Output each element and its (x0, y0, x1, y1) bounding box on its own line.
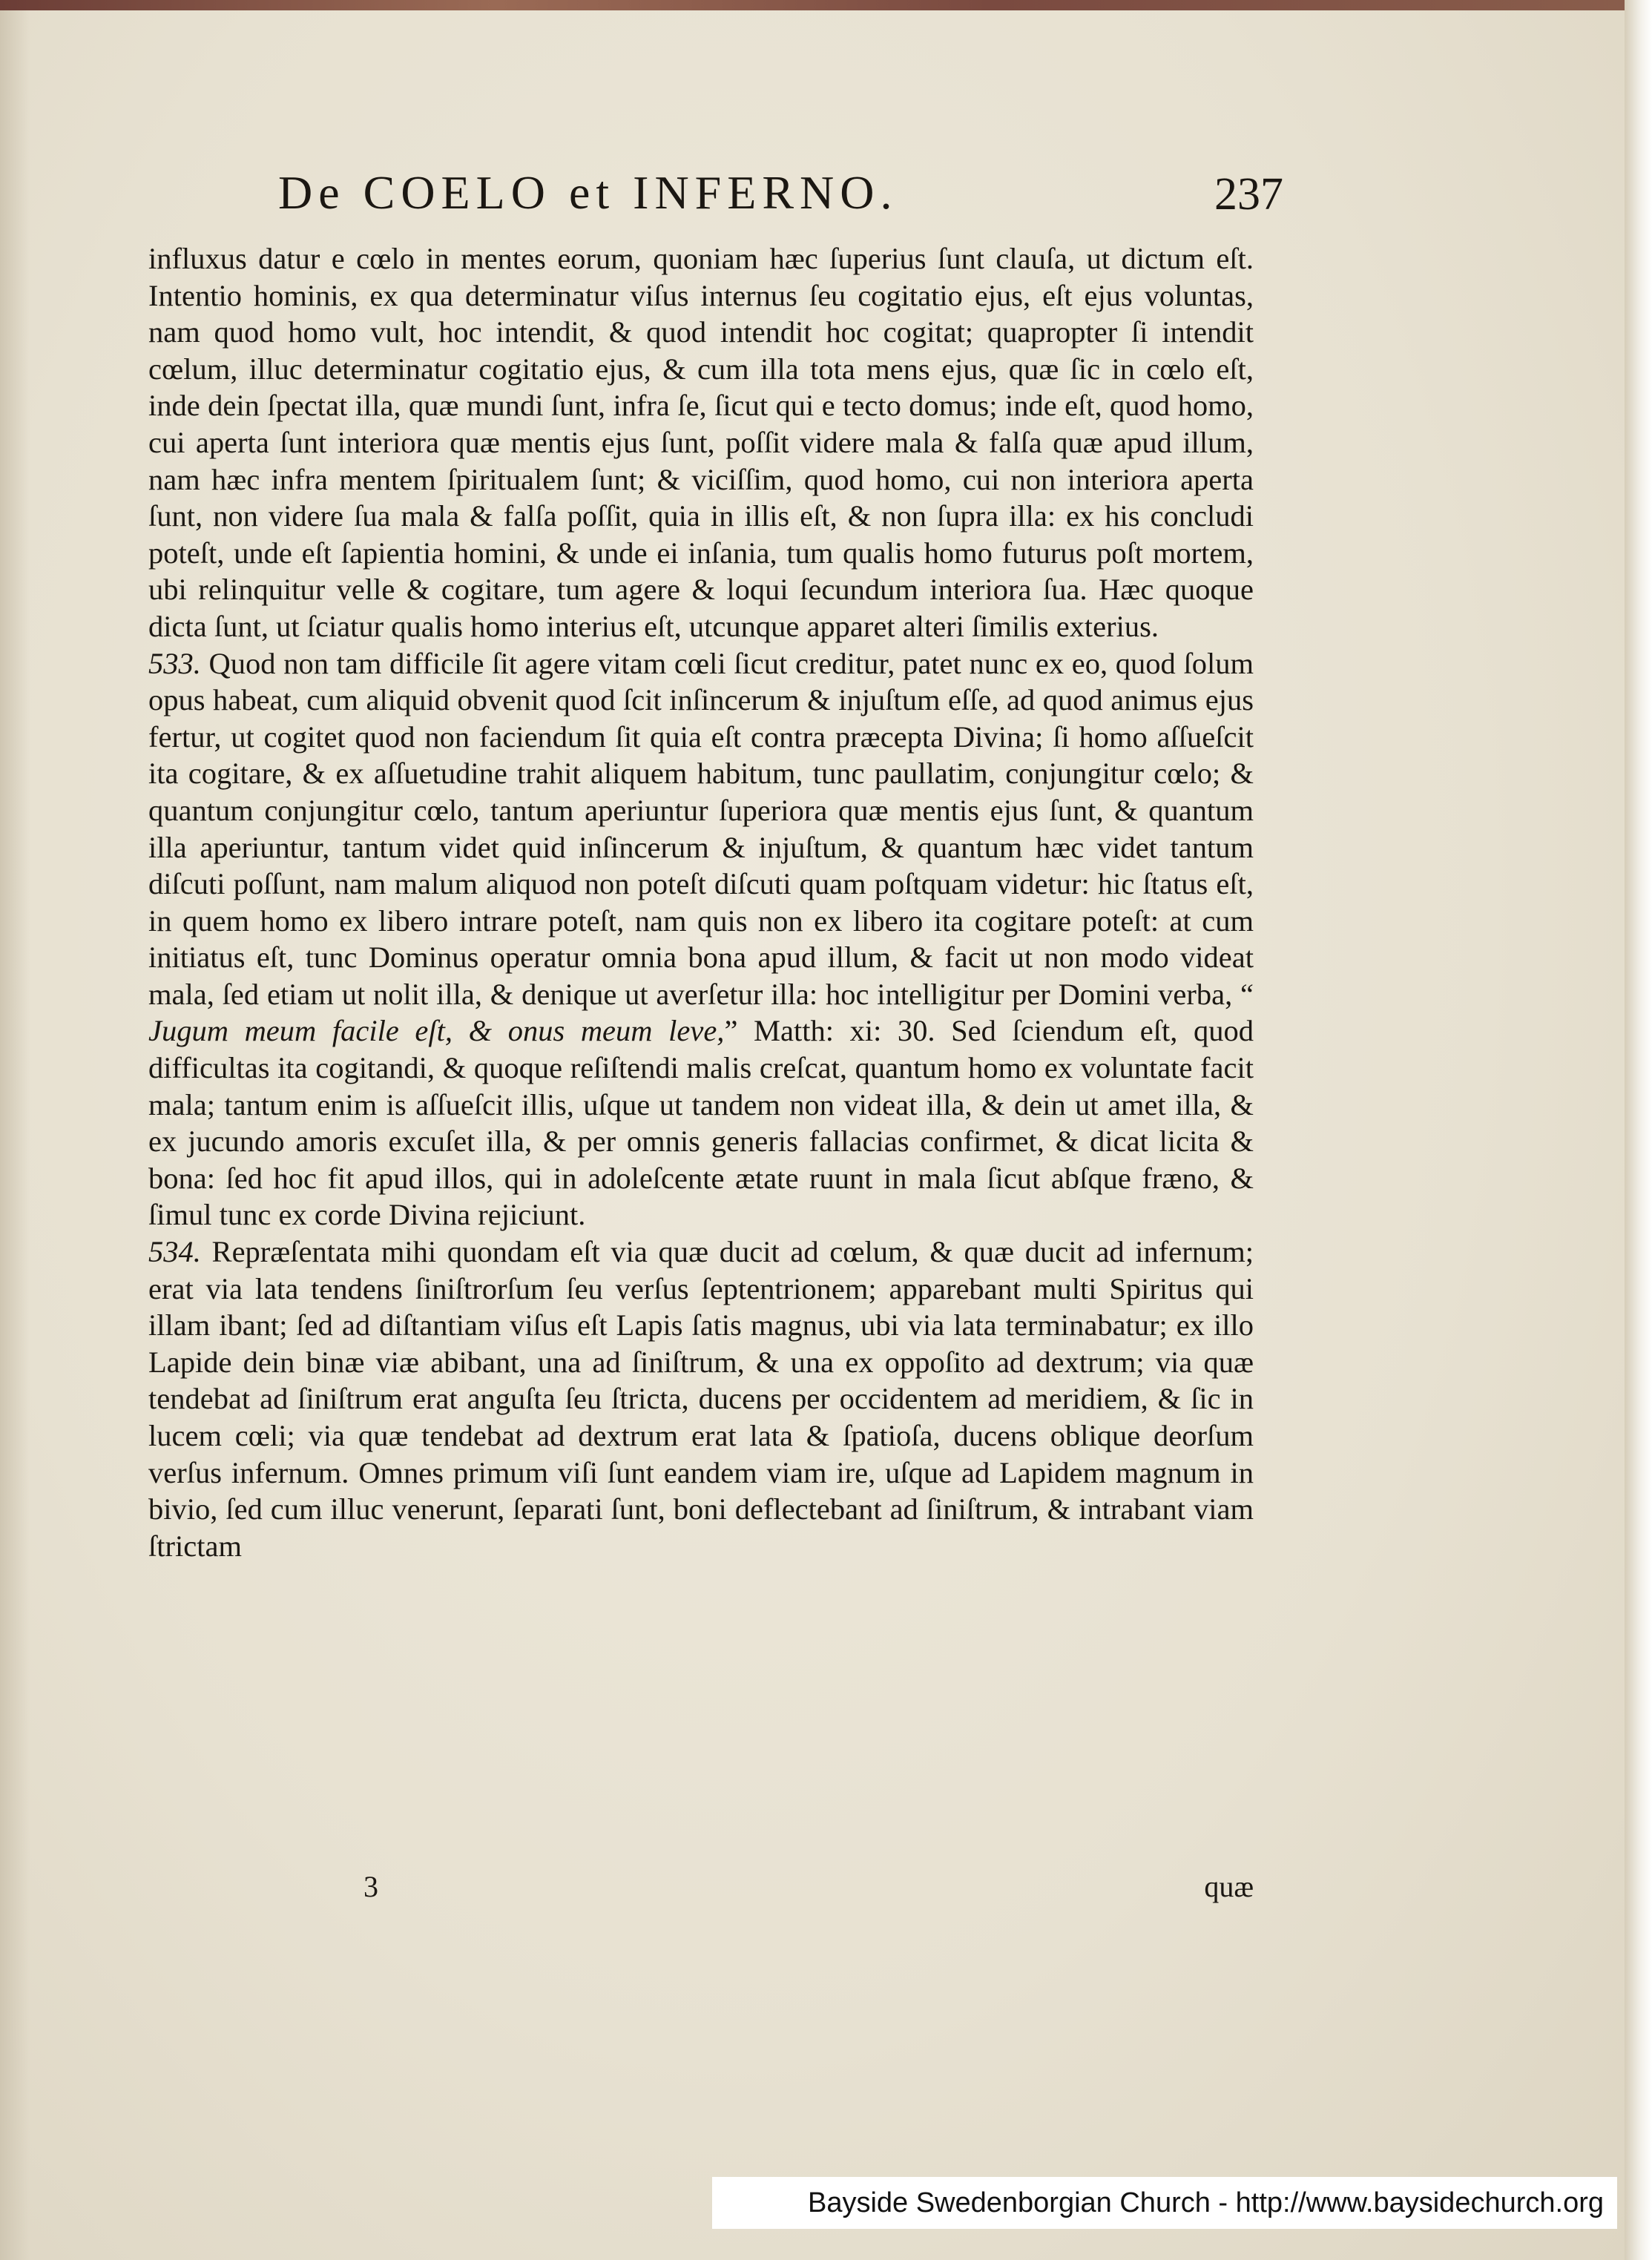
paragraph-text: Repræſentata mihi quondam eſt via quæ ducit ad cœlum, & quæ ducit ad infernum; erat via lata tendens ſiniſtrorſum ſeu verſus ſeptentrionem; apparebant multi Spiritus qui illam ibant; ſed ad diſtantiam viſus eſt Lapis ſatis magnus, ubi via lata terminabatur; ex illo Lapide dein binæ viæ abibant, una ad ſiniſtrum, & una ex oppoſito ad dextrum; via quæ tendebat ad ſiniſtrum erat anguſta ſeu ſtricta, ducens per occidentem ad meridiem, & ſic in lucem cœli; via quæ tendebat ad dextrum erat lata & ſpatioſa, ducens oblique deorſum verſus infernum. Omnes primum viſi ſunt eandem viam ire, uſque ad Lapidem magnum in bivio, ſed cum illuc venerunt, ſeparati ſunt, boni deflectebant ad ſiniſtrum, & intrabant viam ſtrictam (148, 1235, 1254, 1563)
paragraph-continued: influxus datur e cœlo in mentes eorum, quoniam hæc ſuperius ſunt clauſa, ut dictum eſt. Intentio hominis, ex qua determinatur viſus internus ſeu cogitatio ejus, eſt ejus voluntas, nam quod homo vult, hoc intendit, & quod intendit hoc cogitat; quapropter ſi intendit cœlum, illuc determinatur cogitatio ejus, & cum illa tota mens ejus, quæ ſic in cœlo eſt, inde dein ſpectat illa, quæ mundi ſunt, infra ſe, ſicut qui e tecto domus; inde eſt, quod homo, cui aperta ſunt interiora quæ mentis ejus ſunt, poſſit videre mala & falſa quæ apud illum, nam hæc infra mentem ſpiritualem ſunt; & viciſſim, quod homo, cui non interiora aperta ſunt, non videre ſua mala & falſa poſſit, quia in illis eſt, & non ſupra illa: ex his concludi poteſt, unde eſt ſapientia homini, & unde ei inſania, tum qualis homo futurus poſt mortem, ubi relinquitur velle & cogitare, tum agere & loqui ſecundum interiora ſua. Hæc quoque dicta ſunt, ut ſciatur qualis homo interius eſt, utcunque apparet alteri ſimilis exterius. (148, 242, 1254, 643)
paragraph-number: 533. (148, 646, 201, 680)
paragraph-533 (148, 645, 1254, 1234)
paragraph-534 (148, 1233, 1254, 1564)
page-header (278, 159, 1283, 226)
body-text (148, 240, 1254, 1564)
page-edge-right (1625, 0, 1652, 2260)
paragraph-text: ” Matth: xi: 30. Sed ſciendum eſt, quod difficultas ita cogitandi, & quoque reſiſtendi malis creſcat, quantum homo ex voluntate facit mala; tantum enim is aſſueſcit illis, uſque ut tandem non videat illa, & dein ut amet illa, & ex jucundo amoris excuſet illa, & per omnis generis fallacias confirmet, & dicat licita & bona: ſed hoc fit apud illos, qui in adoleſcente ætate ruunt in mala ſicut abſque fræno, & ſimul tunc ex corde Divina rejiciunt. (148, 1014, 1254, 1232)
catchword: quæ (1204, 1870, 1254, 1903)
gutter-shadow (0, 10, 30, 2260)
watermark-caption: Bayside Swedenborgian Church - http://www.baysidechurch.org (712, 2177, 1617, 2229)
paragraph-number: 534. (148, 1235, 201, 1269)
page-number: 237 (1214, 169, 1283, 220)
book-edge-top (0, 0, 1652, 10)
signature-mark: 3 (363, 1870, 378, 1903)
running-title: De COELO et INFERNO. (278, 166, 898, 219)
paragraph-text: Quod non tam difficile ſit agere vitam cœli ſicut creditur, patet nunc ex eo, quod ſolum opus habeat, cum aliquid obvenit quod ſcit inſincerum & injuſtum eſſe, ad quod animus ejus fertur, ut cogitet quod non faciendum ſit quia eſt contra præcepta Divina; ſi homo aſſueſcit ita cogitare, & ex aſſuetudine trahit aliquem habitum, tunc paullatim, conjungitur cœlo; & quantum conjungitur cœlo, tantum aperiuntur ſuperiora quæ mentis ejus ſunt, & quantum illa aperiuntur, tantum videt quid inſincerum & injuſtum, & quantum hæc videt tantum diſcuti poſſunt, nam malum aliquod non poteſt diſcuti quam poſtquam videtur: hic ſtatus eſt, in quem homo ex libero intrare poteſt, nam quis non ex libero ita cogitare poteſt: at cum initiatus eſt, tunc Dominus operatur omnia bona apud illum, & facit ut non modo videat mala, ſed etiam ut nolit illa, & denique ut averſetur illa: hoc intelligitur per Domini verba, “ (148, 646, 1254, 1011)
scripture-quote: Jugum meum facile eſt, & onus meum leve, (148, 1014, 725, 1048)
